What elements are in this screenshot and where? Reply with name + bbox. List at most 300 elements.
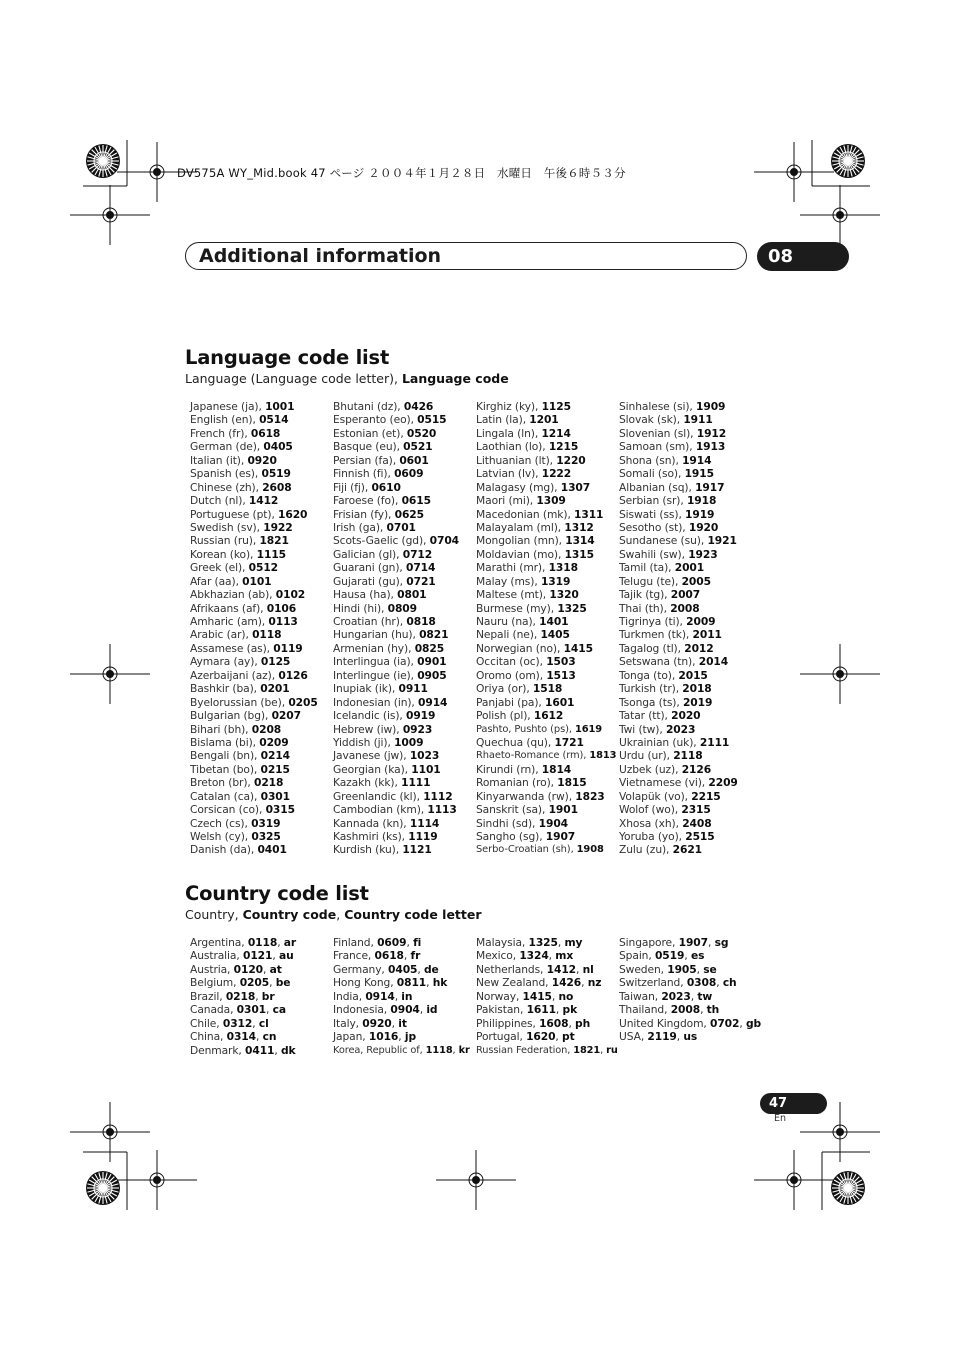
- country-separator: ,: [676, 1030, 684, 1044]
- language-name: Esperanto (eo),: [333, 413, 418, 427]
- language-code: 1315: [564, 547, 594, 561]
- language-name: Tibetan (bo),: [190, 762, 261, 776]
- language-code: 1721: [554, 735, 584, 749]
- language-entry: [476, 467, 616, 480]
- language-code: 1312: [564, 520, 594, 534]
- language-entry: [333, 642, 459, 655]
- country-separator: ,: [252, 1016, 259, 1030]
- country-entry: [619, 1030, 761, 1043]
- language-entry: [476, 682, 616, 695]
- language-entry: [476, 454, 616, 467]
- page-language: En: [774, 1113, 787, 1124]
- language-code: 1612: [533, 709, 564, 723]
- language-code: 0825: [414, 641, 445, 655]
- language-name: Azerbaijani (az),: [190, 668, 279, 682]
- country-letter: es: [690, 949, 705, 963]
- language-code: 1201: [529, 413, 559, 427]
- country-separator: ,: [406, 936, 414, 949]
- language-code: 1112: [423, 789, 453, 803]
- country-code: 0205: [239, 976, 270, 990]
- language-name: Fiji (fj),: [333, 480, 372, 494]
- language-name: Nepali (ne),: [476, 628, 541, 642]
- language-name: Latvian (lv),: [476, 467, 542, 481]
- language-name: Danish (da),: [190, 843, 258, 857]
- country-letter: kr: [458, 1044, 470, 1056]
- language-code: 2023: [665, 722, 696, 736]
- language-entry: [333, 602, 459, 615]
- language-entry: [619, 749, 738, 762]
- language-code: 1619: [574, 723, 603, 735]
- language-code: 1914: [682, 453, 712, 467]
- language-entry: [190, 709, 318, 722]
- country-entry: [333, 990, 470, 1003]
- language-code: 1513: [546, 668, 576, 682]
- country-letter: ru: [606, 1044, 618, 1056]
- language-entry: [476, 521, 616, 534]
- country-code: 0904: [390, 1003, 420, 1017]
- language-name: Ukrainian (uk),: [619, 735, 700, 749]
- country-name: New Zealand,: [476, 976, 552, 990]
- country-code: 0301: [236, 1003, 267, 1017]
- language-name: Kurdish (ku),: [333, 843, 403, 857]
- language-column-3: [476, 400, 616, 857]
- language-name: Oromo (om),: [476, 668, 547, 682]
- language-code: 1913: [695, 440, 726, 454]
- language-entry: [619, 790, 738, 803]
- language-name: Sanskrit (sa),: [476, 803, 549, 817]
- language-code: 0712: [402, 547, 433, 561]
- language-entry: [333, 763, 459, 776]
- language-name: Bislama (bi),: [190, 735, 260, 749]
- country-name: India,: [333, 989, 366, 1003]
- language-entry: [619, 413, 738, 426]
- country-name: Philippines,: [476, 1016, 540, 1030]
- language-code: 2608: [262, 480, 292, 494]
- language-entry: [333, 615, 459, 628]
- language-name: Corsican (co),: [190, 803, 266, 817]
- language-entry: [333, 696, 459, 709]
- language-entry: [476, 696, 616, 709]
- country-code: 0702: [709, 1016, 740, 1030]
- country-entry: [333, 1017, 470, 1030]
- country-entry: [476, 963, 618, 976]
- language-entry: [333, 467, 459, 480]
- country-name: Malaysia,: [476, 936, 529, 949]
- language-code: 0901: [417, 655, 447, 669]
- country-entry: [190, 990, 296, 1003]
- country-separator: ,: [394, 989, 402, 1003]
- language-name: Swahili (sw),: [619, 547, 689, 561]
- country-name: Netherlands,: [476, 962, 547, 976]
- country-name: Norway,: [476, 989, 523, 1003]
- country-letter: us: [683, 1030, 698, 1044]
- language-entry: [619, 830, 738, 843]
- country-name: Hong Kong,: [333, 976, 397, 990]
- country-name: Germany,: [333, 962, 389, 976]
- language-name: Faroese (fo),: [333, 494, 402, 508]
- language-entry: [190, 736, 318, 749]
- country-code: 1324: [519, 949, 549, 963]
- language-name: Volapük (vo),: [619, 789, 692, 803]
- language-name: Hungarian (hu),: [333, 628, 420, 642]
- country-letter: no: [558, 989, 574, 1003]
- language-entry: [190, 817, 318, 830]
- language-entry: [476, 776, 616, 789]
- language-column-4: [619, 400, 738, 857]
- language-entry: [333, 561, 459, 574]
- country-letter: nl: [582, 962, 594, 976]
- language-code: 1307: [560, 480, 591, 494]
- language-entry: [476, 494, 616, 507]
- language-entry: [333, 575, 459, 588]
- country-subtitle: Country, Country code, Country code letter: [185, 907, 482, 922]
- language-code: 1503: [546, 655, 576, 669]
- language-entry: [190, 763, 318, 776]
- language-name: Chinese (zh),: [190, 480, 263, 494]
- country-code: 0914: [365, 989, 395, 1003]
- language-code: 0704: [429, 534, 459, 548]
- language-name: Italian (it),: [190, 453, 248, 467]
- language-entry: [190, 843, 318, 856]
- language-entry: [476, 803, 616, 816]
- language-code: 1922: [263, 520, 293, 534]
- country-code: 0609: [377, 936, 407, 949]
- language-entry: [190, 602, 318, 615]
- language-entry: [190, 508, 318, 521]
- country-entry: [476, 976, 618, 989]
- country-letter: br: [261, 989, 275, 1003]
- country-column-2: [333, 936, 470, 1057]
- country-code: 0120: [233, 962, 264, 976]
- language-code: 2209: [708, 776, 738, 790]
- language-name: Twi (tw),: [619, 722, 666, 736]
- language-code: 1814: [541, 762, 572, 776]
- language-code: 0625: [394, 507, 424, 521]
- language-name: Kirghiz (ky),: [476, 400, 542, 413]
- language-entry: [190, 682, 318, 695]
- language-code: 1601: [545, 695, 575, 709]
- language-entry: [333, 830, 459, 843]
- country-name: USA,: [619, 1030, 648, 1044]
- country-name: Pakistan,: [476, 1003, 527, 1017]
- country-code: 0121: [242, 949, 273, 963]
- country-separator: ,: [266, 1003, 273, 1017]
- language-name: Turkish (tr),: [619, 682, 683, 696]
- country-name: Australia,: [190, 949, 243, 963]
- country-letter: dk: [281, 1043, 296, 1057]
- country-letter: ph: [575, 1016, 591, 1030]
- language-name: Tagalog (tl),: [619, 641, 685, 655]
- language-name: Maori (mi),: [476, 494, 537, 508]
- country-entry: [619, 976, 761, 989]
- language-code: 1319: [540, 574, 571, 588]
- language-name: Cambodian (km),: [333, 803, 428, 817]
- language-name: Spanish (es),: [190, 467, 262, 481]
- language-name: Aymara (ay),: [190, 655, 261, 669]
- language-name: Tsonga (ts),: [619, 695, 683, 709]
- language-name: Interlingua (ia),: [333, 655, 418, 669]
- country-letter: fr: [410, 949, 421, 963]
- language-name: Hindi (hi),: [333, 601, 388, 615]
- language-code: 0610: [371, 480, 401, 494]
- language-entry: [619, 602, 738, 615]
- language-name: Portuguese (pt),: [190, 507, 279, 521]
- country-name: Thailand,: [619, 1003, 671, 1017]
- country-entry: [333, 936, 470, 949]
- print-slug-line: DV575A WY_Mid.book 47 ページ ２００４年１月２８日 水曜日 午後６時５３分: [177, 166, 626, 180]
- country-letter: pt: [562, 1030, 575, 1044]
- language-code: 1813: [589, 750, 617, 762]
- language-code: 0818: [406, 615, 436, 628]
- country-separator: ,: [269, 976, 276, 990]
- language-heading: Language code list: [185, 346, 390, 369]
- language-code: 2515: [685, 830, 715, 843]
- language-code: 1115: [256, 547, 287, 561]
- language-code: 0714: [405, 561, 436, 575]
- language-code: 1518: [532, 682, 563, 696]
- language-entry: [619, 628, 738, 641]
- language-entry: [476, 602, 616, 615]
- language-name: Occitan (oc),: [476, 655, 547, 669]
- country-name: France,: [333, 949, 375, 963]
- language-entry: [333, 776, 459, 789]
- language-entry: [190, 615, 318, 628]
- country-separator: ,: [398, 1030, 405, 1044]
- country-separator: ,: [707, 936, 715, 949]
- language-code: 0520: [406, 426, 437, 440]
- country-entry: [619, 936, 761, 949]
- language-name: Serbian (sr),: [619, 494, 687, 508]
- language-entry: [619, 400, 738, 413]
- country-code: 0411: [245, 1043, 275, 1057]
- language-code: 0118: [252, 628, 282, 642]
- country-code: 1611: [526, 1003, 556, 1017]
- country-letter: tw: [697, 989, 713, 1003]
- language-name: Quechua (qu),: [476, 735, 555, 749]
- language-code: 2408: [682, 816, 712, 830]
- language-entry: [190, 696, 318, 709]
- language-code: 0301: [260, 789, 290, 803]
- language-code: 0405: [263, 440, 293, 454]
- country-separator: ,: [255, 1030, 263, 1044]
- language-code: 1920: [688, 520, 719, 534]
- language-entry: [333, 628, 459, 641]
- country-name: China,: [190, 1030, 227, 1044]
- language-entry: [619, 548, 738, 561]
- language-code: 2315: [681, 803, 711, 817]
- country-entry: [476, 1017, 618, 1030]
- country-column-1: [190, 936, 296, 1057]
- language-code: 1320: [549, 588, 579, 602]
- language-entry: [333, 803, 459, 816]
- language-entry: [619, 776, 738, 789]
- language-name: Finnish (fi),: [333, 467, 395, 481]
- language-entry: [190, 749, 318, 762]
- language-entry: [476, 843, 616, 856]
- language-code: 0809: [387, 601, 417, 615]
- language-entry: [190, 561, 318, 574]
- language-name: Turkmen (tk),: [619, 628, 693, 642]
- country-separator: ,: [684, 949, 691, 963]
- language-name: Sindhi (sd),: [476, 816, 539, 830]
- language-code: 1912: [696, 426, 727, 440]
- language-name: Kannada (kn),: [333, 816, 410, 830]
- language-entry: [190, 521, 318, 534]
- language-name: Slovak (sk),: [619, 413, 684, 427]
- country-entry: [333, 1044, 470, 1057]
- language-entry: [333, 413, 459, 426]
- language-code: 0515: [417, 413, 447, 427]
- language-entry: [333, 817, 459, 830]
- language-name: Malay (ms),: [476, 574, 541, 588]
- language-code: 1318: [548, 561, 578, 575]
- language-entry: [190, 454, 318, 467]
- language-code: 1325: [557, 601, 587, 615]
- country-name: Russian Federation,: [476, 1044, 574, 1056]
- country-code: 0920: [362, 1016, 392, 1030]
- language-entry: [619, 561, 738, 574]
- language-name: Welsh (cy),: [190, 830, 252, 843]
- country-name: Japan,: [333, 1030, 369, 1044]
- language-entry: [333, 790, 459, 803]
- language-name: Afar (aa),: [190, 574, 243, 588]
- country-separator: ,: [557, 936, 565, 949]
- language-name: Vietnamese (vi),: [619, 776, 709, 790]
- country-entry: [190, 1044, 296, 1057]
- language-code: 1915: [684, 467, 714, 481]
- country-letter: id: [426, 1003, 438, 1017]
- language-code: 2012: [684, 641, 714, 655]
- language-entry: [333, 440, 459, 453]
- country-code: 1907: [678, 936, 708, 949]
- page-number: 47: [769, 1096, 788, 1111]
- language-name: Lingala (ln),: [476, 426, 542, 440]
- language-code: 0701: [386, 520, 416, 534]
- language-code: 0401: [257, 843, 287, 857]
- language-code: 0102: [275, 588, 306, 602]
- country-entry: [476, 1003, 618, 1016]
- country-name: Korea, Republic of,: [333, 1044, 426, 1056]
- language-name: Arabic (ar),: [190, 628, 253, 642]
- country-name: Brazil,: [190, 989, 226, 1003]
- language-name: Panjabi (pa),: [476, 695, 546, 709]
- language-name: Basque (eu),: [333, 440, 404, 454]
- language-name: Marathi (mr),: [476, 561, 549, 575]
- language-name: Irish (ga),: [333, 520, 387, 534]
- country-entry: [190, 1003, 296, 1016]
- language-entry: [333, 521, 459, 534]
- language-entry: [190, 427, 318, 440]
- language-name: Bashkir (ba),: [190, 682, 261, 696]
- language-code: 0721: [406, 574, 436, 588]
- country-code: 1426: [551, 976, 582, 990]
- language-entry: [619, 534, 738, 547]
- language-entry: [190, 548, 318, 561]
- country-code: 1608: [539, 1016, 569, 1030]
- language-name: Mongolian (mn),: [476, 534, 566, 548]
- language-code: 1001: [265, 400, 295, 413]
- country-name: Austria,: [190, 962, 234, 976]
- language-entry: [476, 575, 616, 588]
- language-name: Setswana (tn),: [619, 655, 699, 669]
- language-name: Moldavian (mo),: [476, 547, 565, 561]
- language-entry: [190, 534, 318, 547]
- language-code: 0106: [266, 601, 297, 615]
- language-code: 1121: [402, 843, 432, 857]
- country-separator: ,: [403, 949, 411, 963]
- page-title: Additional information: [199, 245, 442, 267]
- language-code: 0205: [288, 695, 318, 709]
- country-entry: [476, 1044, 618, 1057]
- language-code: 2126: [681, 762, 712, 776]
- country-entry: [190, 963, 296, 976]
- language-name: Siswati (ss),: [619, 507, 686, 521]
- language-entry: [619, 440, 738, 453]
- country-entry: [619, 990, 761, 1003]
- language-name: Yoruba (yo),: [619, 830, 686, 843]
- country-name: Indonesia,: [333, 1003, 391, 1017]
- language-entry: [619, 736, 738, 749]
- language-code: 2009: [686, 615, 716, 628]
- language-code: 1125: [541, 400, 571, 413]
- country-entry: [476, 936, 618, 949]
- language-code: 0208: [251, 722, 282, 736]
- country-name: Belgium,: [190, 976, 240, 990]
- language-entry: [190, 413, 318, 426]
- country-letter: cn: [262, 1030, 277, 1044]
- country-letter: fi: [413, 936, 422, 949]
- country-separator: ,: [277, 936, 284, 949]
- language-entry: [476, 534, 616, 547]
- language-name: Japanese (ja),: [190, 400, 266, 413]
- language-name: Greenlandic (kl),: [333, 789, 424, 803]
- language-name: Kinyarwanda (rw),: [476, 789, 576, 803]
- country-letter: sg: [714, 936, 729, 949]
- language-code: 0207: [271, 709, 301, 723]
- language-name: Sangho (sg),: [476, 830, 546, 843]
- language-code: 0119: [273, 641, 303, 655]
- language-name: Bengali (bn),: [190, 749, 261, 763]
- language-name: Tonga (to),: [619, 668, 679, 682]
- language-name: Scots-Gaelic (gd),: [333, 534, 430, 548]
- country-letter: gb: [745, 1016, 762, 1030]
- language-code: 1119: [408, 830, 438, 843]
- language-code: 0615: [401, 494, 431, 508]
- language-code: 0113: [268, 615, 298, 628]
- language-name: Sesotho (st),: [619, 520, 689, 534]
- language-code: 1620: [278, 507, 308, 521]
- language-code: 0319: [251, 816, 281, 830]
- language-entry: [619, 588, 738, 601]
- language-code: 2018: [682, 682, 712, 696]
- language-name: Hausa (ha),: [333, 588, 398, 602]
- country-letter: jp: [404, 1030, 416, 1044]
- language-name: Zulu (zu),: [619, 843, 673, 857]
- country-entry: [333, 1030, 470, 1043]
- country-code: 1620: [526, 1030, 556, 1044]
- language-name: Byelorussian (be),: [190, 695, 289, 709]
- language-code: 2001: [674, 561, 705, 575]
- country-letter: at: [269, 962, 282, 976]
- country-separator: ,: [581, 976, 588, 990]
- language-code: 0618: [250, 426, 281, 440]
- language-name: Xhosa (xh),: [619, 816, 683, 830]
- language-code: 2215: [691, 789, 721, 803]
- country-entry: [333, 1003, 470, 1016]
- country-separator: ,: [600, 1044, 607, 1056]
- country-letter: ch: [722, 976, 737, 990]
- language-entry: [333, 481, 459, 494]
